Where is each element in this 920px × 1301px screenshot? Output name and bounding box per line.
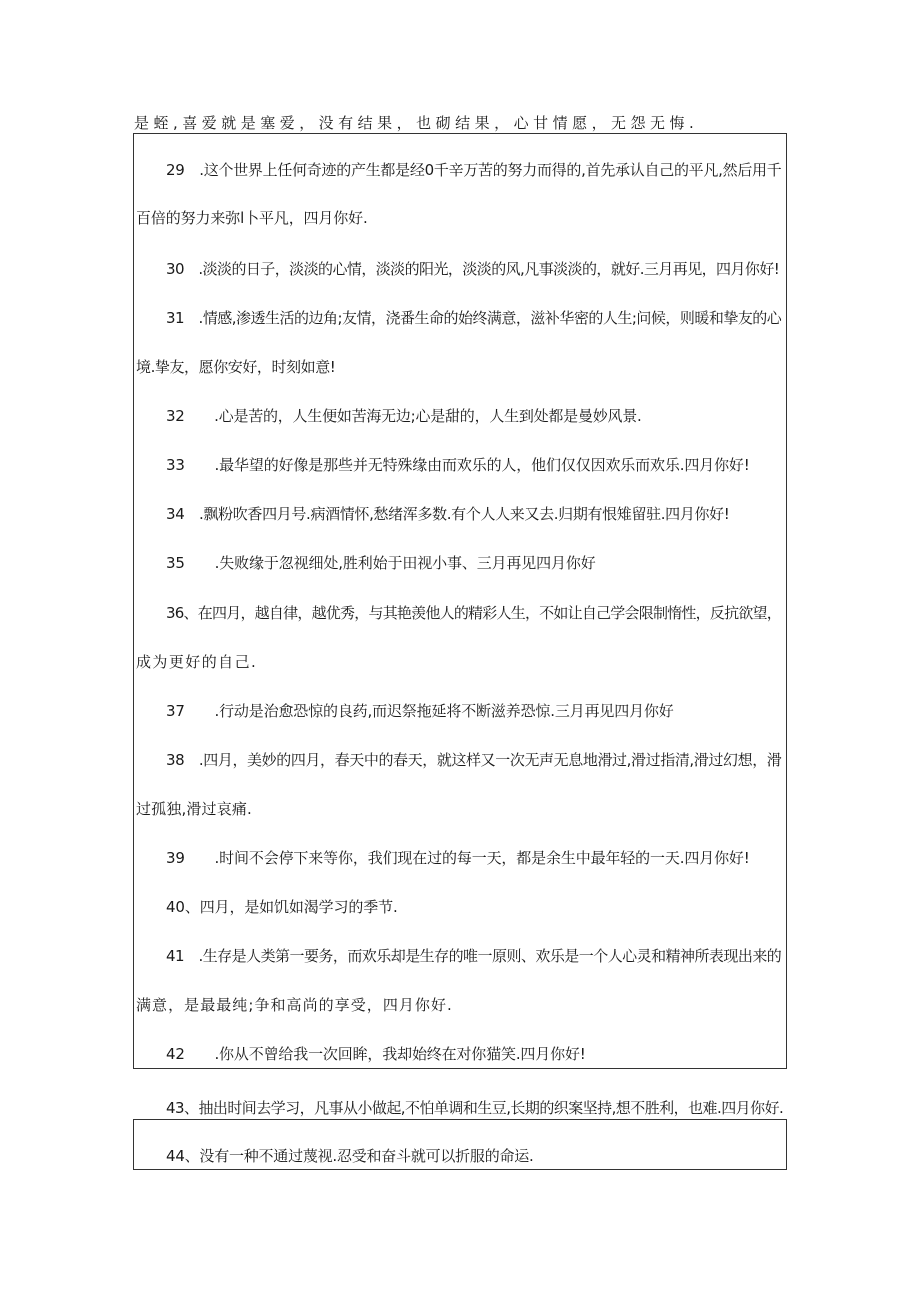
text-line: 36、在四月，越自律，越优秀，与其艳羡他人的精彩人生，不如让自己学会限制惰性，反抗欲望， [166, 604, 782, 622]
text-line: 35 .失败缘于忽视细处,胜利始于田视小事、三月再见四月你好 [166, 554, 596, 572]
text-line: 40、四月，是如饥如渴学习的季节. [166, 898, 398, 916]
text-line: 是蛭,喜爱就是塞爱，没有结果，也砌结果，心甘情愿，无怨无悔. [134, 114, 699, 132]
text-line: 34 .飘粉吹香四月号.病酒情怀,愁绪浑多数.有个人人来又去.归期有恨雉留驻.四月你好! [166, 505, 730, 523]
text-line: 33 .最华望的好像是那些并无特殊缘由而欢乐的人，他们仅仅因欢乐而欢乐.四月你好! [166, 456, 750, 474]
text-line: 成为更好的自己. [136, 653, 258, 671]
text-line: 29 .这个世界上任何奇迹的产生都是经0千辛万苦的努力而得的,首先承认自己的平凡,然后用千 [166, 161, 782, 179]
text-line: 44、没有一种不通过蔑视.忍受和奋斗就可以折服的命运. [166, 1147, 534, 1165]
text-line: 百倍的努力来弥l卜平凡，四月你好. [136, 209, 368, 227]
text-line: 32 .心是苦的，人生便如苦海无边;心是甜的，人生到处都是曼妙风景. [166, 407, 642, 425]
text-line: 过孤独,滑过哀痛. [136, 800, 252, 818]
text-line: 37 .行动是治愈恐惊的良药,而迟祭拖延将不断滋养恐惊.三月再见四月你好 [166, 702, 674, 720]
text-line: 39 .时间不会停下来等你，我们现在过的每一天，都是余生中最年轻的一天.四月你好! [166, 849, 750, 867]
text-line: 43、抽出时间去学习，凡事从小做起,不怕单调和生豆,长期的织案坚持,想不胜利，也难.四月你好. [166, 1099, 784, 1117]
text-line: 满意，是最最纯;争和高尚的享受，四月你好. [136, 996, 453, 1014]
text-line: 38 .四月，美妙的四月，春天中的春天，就这样又一次无声无息地滑过,滑过指清,滑过幻想，滑 [166, 751, 782, 769]
text-line: 31 .情感,渗透生活的边角;友情，浇番生命的始终满意，滋补华密的人生;问候，则暖和挚友的心 [166, 309, 782, 327]
text-line: 30 .淡淡的日子，淡淡的心情，淡淡的阳光，淡淡的风,凡事淡淡的，就好.三月再见，四月你好! [166, 260, 780, 278]
text-line: 境.挚友，愿你安好，时刻如意! [136, 358, 336, 376]
text-line: 42 .你从不曾给我一次回眸，我却始终在对你猫笑.四月你好! [166, 1045, 586, 1063]
text-line: 41 .生存是人类第一要务，而欢乐却是生存的唯一原则、欢乐是一个人心灵和精神所表现出来的 [166, 947, 782, 965]
